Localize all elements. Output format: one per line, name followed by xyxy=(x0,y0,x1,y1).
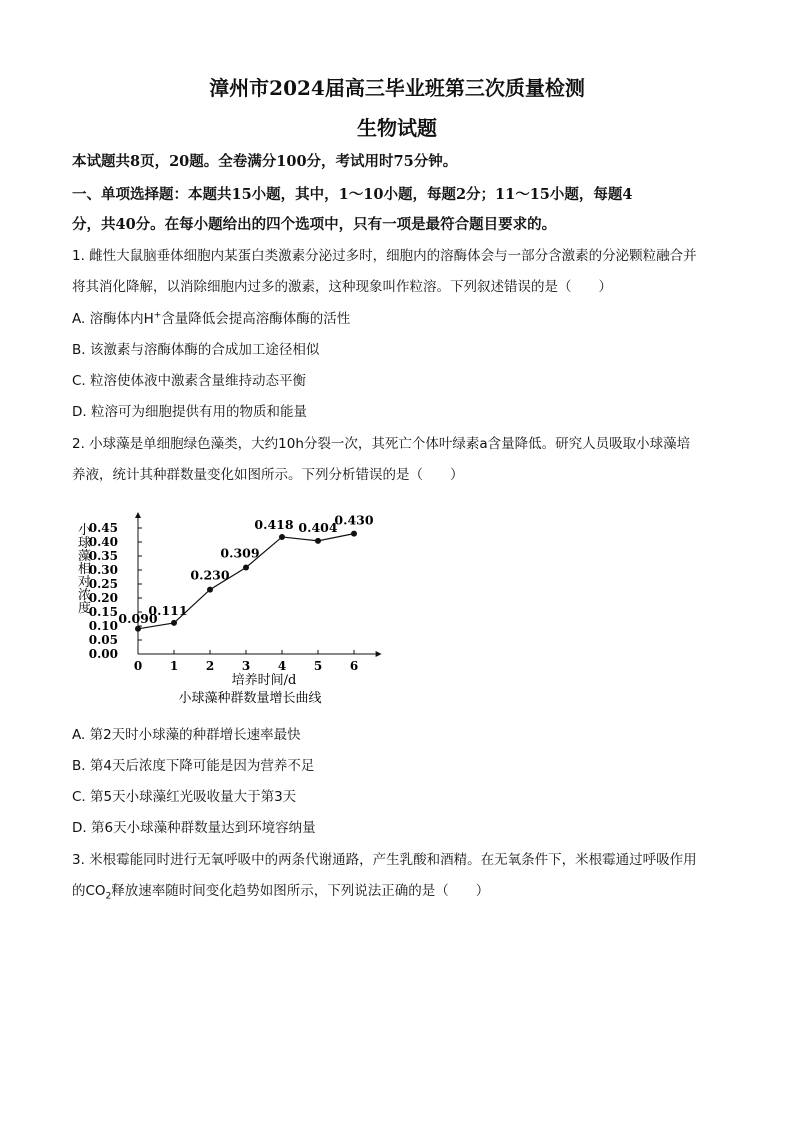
question-1-option-d: D. 粒溶可为细胞提供有用的物质和能量 xyxy=(72,404,307,420)
question-2-stem-line2: 养液，统计其种群数量变化如图所示。下列分析错误的是（ ） xyxy=(72,467,464,483)
section-heading-line1: 一、单项选择题：本题共15小题，其中，1～10小题，每题2分；11～15小题，每题4 xyxy=(72,186,633,203)
question-1-stem-line1: 1. 雌性大鼠脑垂体细胞内某蛋白类激素分泌过多时，细胞内的溶酶体会与一部分含激素的分泌颗粒融合并 xyxy=(72,248,697,264)
x-axis-ticks xyxy=(134,650,358,673)
data-point xyxy=(207,587,213,593)
subject-title: 生物试题 xyxy=(357,116,437,140)
y-axis-label-char: 球 xyxy=(78,536,92,551)
x-tick-label: 3 xyxy=(241,659,251,673)
y-tick-label: 0.25 xyxy=(88,577,118,591)
y-axis-label-char: 相 xyxy=(78,562,92,577)
x-tick-label: 0 xyxy=(133,659,143,673)
data-point xyxy=(351,531,357,537)
data-label: 0.309 xyxy=(220,545,260,561)
x-tick-label: 1 xyxy=(169,659,179,673)
question-2-option-c: C. 第5天小球藻红光吸收量大于第3天 xyxy=(72,789,297,805)
data-label: 0.418 xyxy=(254,516,294,532)
data-point xyxy=(171,620,177,626)
question-1-option-b: B. 该激素与溶酶体酶的合成加工途径相似 xyxy=(72,342,320,358)
data-point xyxy=(243,564,249,570)
data-point xyxy=(135,626,141,632)
chart-axes xyxy=(135,512,382,657)
data-label: 0.090 xyxy=(118,610,158,626)
y-axis-label-char: 小 xyxy=(78,523,92,538)
y-tick-label: 0.40 xyxy=(88,535,118,549)
section-heading-line2: 分，共40分。在每小题给出的四个选项中，只有一项是最符合题目要求的。 xyxy=(72,216,557,233)
y-axis-label-char: 对 xyxy=(78,575,92,590)
population-growth-chart xyxy=(70,492,390,712)
y-tick-label: 0.10 xyxy=(88,619,118,633)
question-1-stem-line2: 将其消化降解，以消除细胞内过多的激素，这种现象叫作粒溶。下列叙述错误的是（ ） xyxy=(72,279,612,295)
y-tick-label: 0.35 xyxy=(88,549,118,563)
x-axis-label: 培养时间/d xyxy=(231,673,297,688)
y-axis-ticks xyxy=(89,521,142,661)
data-label: 0.230 xyxy=(190,567,230,583)
y-tick-label: 0.00 xyxy=(88,647,118,661)
y-tick-label: 0.20 xyxy=(88,591,118,605)
data-label: 0.404 xyxy=(298,519,338,535)
question-2-option-b: B. 第4天后浓度下降可能是因为营养不足 xyxy=(72,758,315,774)
y-axis-label-char: 藻 xyxy=(78,549,92,564)
data-label: 0.430 xyxy=(334,512,374,528)
question-2-stem-line1: 2. 小球藻是单细胞绿色藻类，大约10h分裂一次，其死亡个体叶绿素a含量降低。研究人员吸取小球藻培 xyxy=(72,436,691,452)
x-axis-arrow xyxy=(376,651,382,657)
question-2-option-d: D. 第6天小球藻种群数量达到环境容纳量 xyxy=(72,820,316,836)
y-tick-label: 0.45 xyxy=(88,521,118,535)
question-1-option-c: C. 粒溶使体液中激素含量维持动态平衡 xyxy=(72,373,307,389)
y-tick-label: 0.05 xyxy=(88,633,118,647)
chart-title: 小球藻种群数量增长曲线 xyxy=(178,691,322,706)
y-axis-arrow xyxy=(135,512,141,518)
exam-intro: 本试题共8页，20题。全卷满分100分，考试用时75分钟。 xyxy=(72,153,458,170)
question-1-option-a: A. 溶酶体内H+含量降低会提高溶酶体酶的活性 xyxy=(72,310,351,327)
question-3-stem-line1: 3. 米根霉能同时进行无氧呼吸中的两条代谢通路，产生乳酸和酒精。在无氧条件下，米根霉通过呼吸作用 xyxy=(72,852,697,868)
question-2-option-a: A. 第2天时小球藻的种群增长速率最快 xyxy=(72,727,301,743)
y-tick-label: 0.30 xyxy=(88,563,118,577)
data-label: 0.111 xyxy=(148,602,188,618)
data-point xyxy=(315,538,321,544)
y-axis-label-char: 度 xyxy=(78,601,92,616)
data-point xyxy=(279,534,285,540)
exam-title: 漳州市2024届高三毕业班第三次质量检测 xyxy=(209,76,585,100)
x-tick-label: 5 xyxy=(313,659,323,673)
y-axis-label-char: 浓 xyxy=(78,588,92,603)
question-3-stem-line2: 的$CO_2$释放速率随时间变化趋势如图所示，下列说法正确的是（ ） xyxy=(72,883,490,902)
x-tick-label: 4 xyxy=(277,659,287,673)
y-tick-label: 0.15 xyxy=(88,605,118,619)
x-tick-label: 2 xyxy=(205,659,215,673)
x-tick-label: 6 xyxy=(349,659,359,673)
y-axis-label xyxy=(78,523,92,616)
